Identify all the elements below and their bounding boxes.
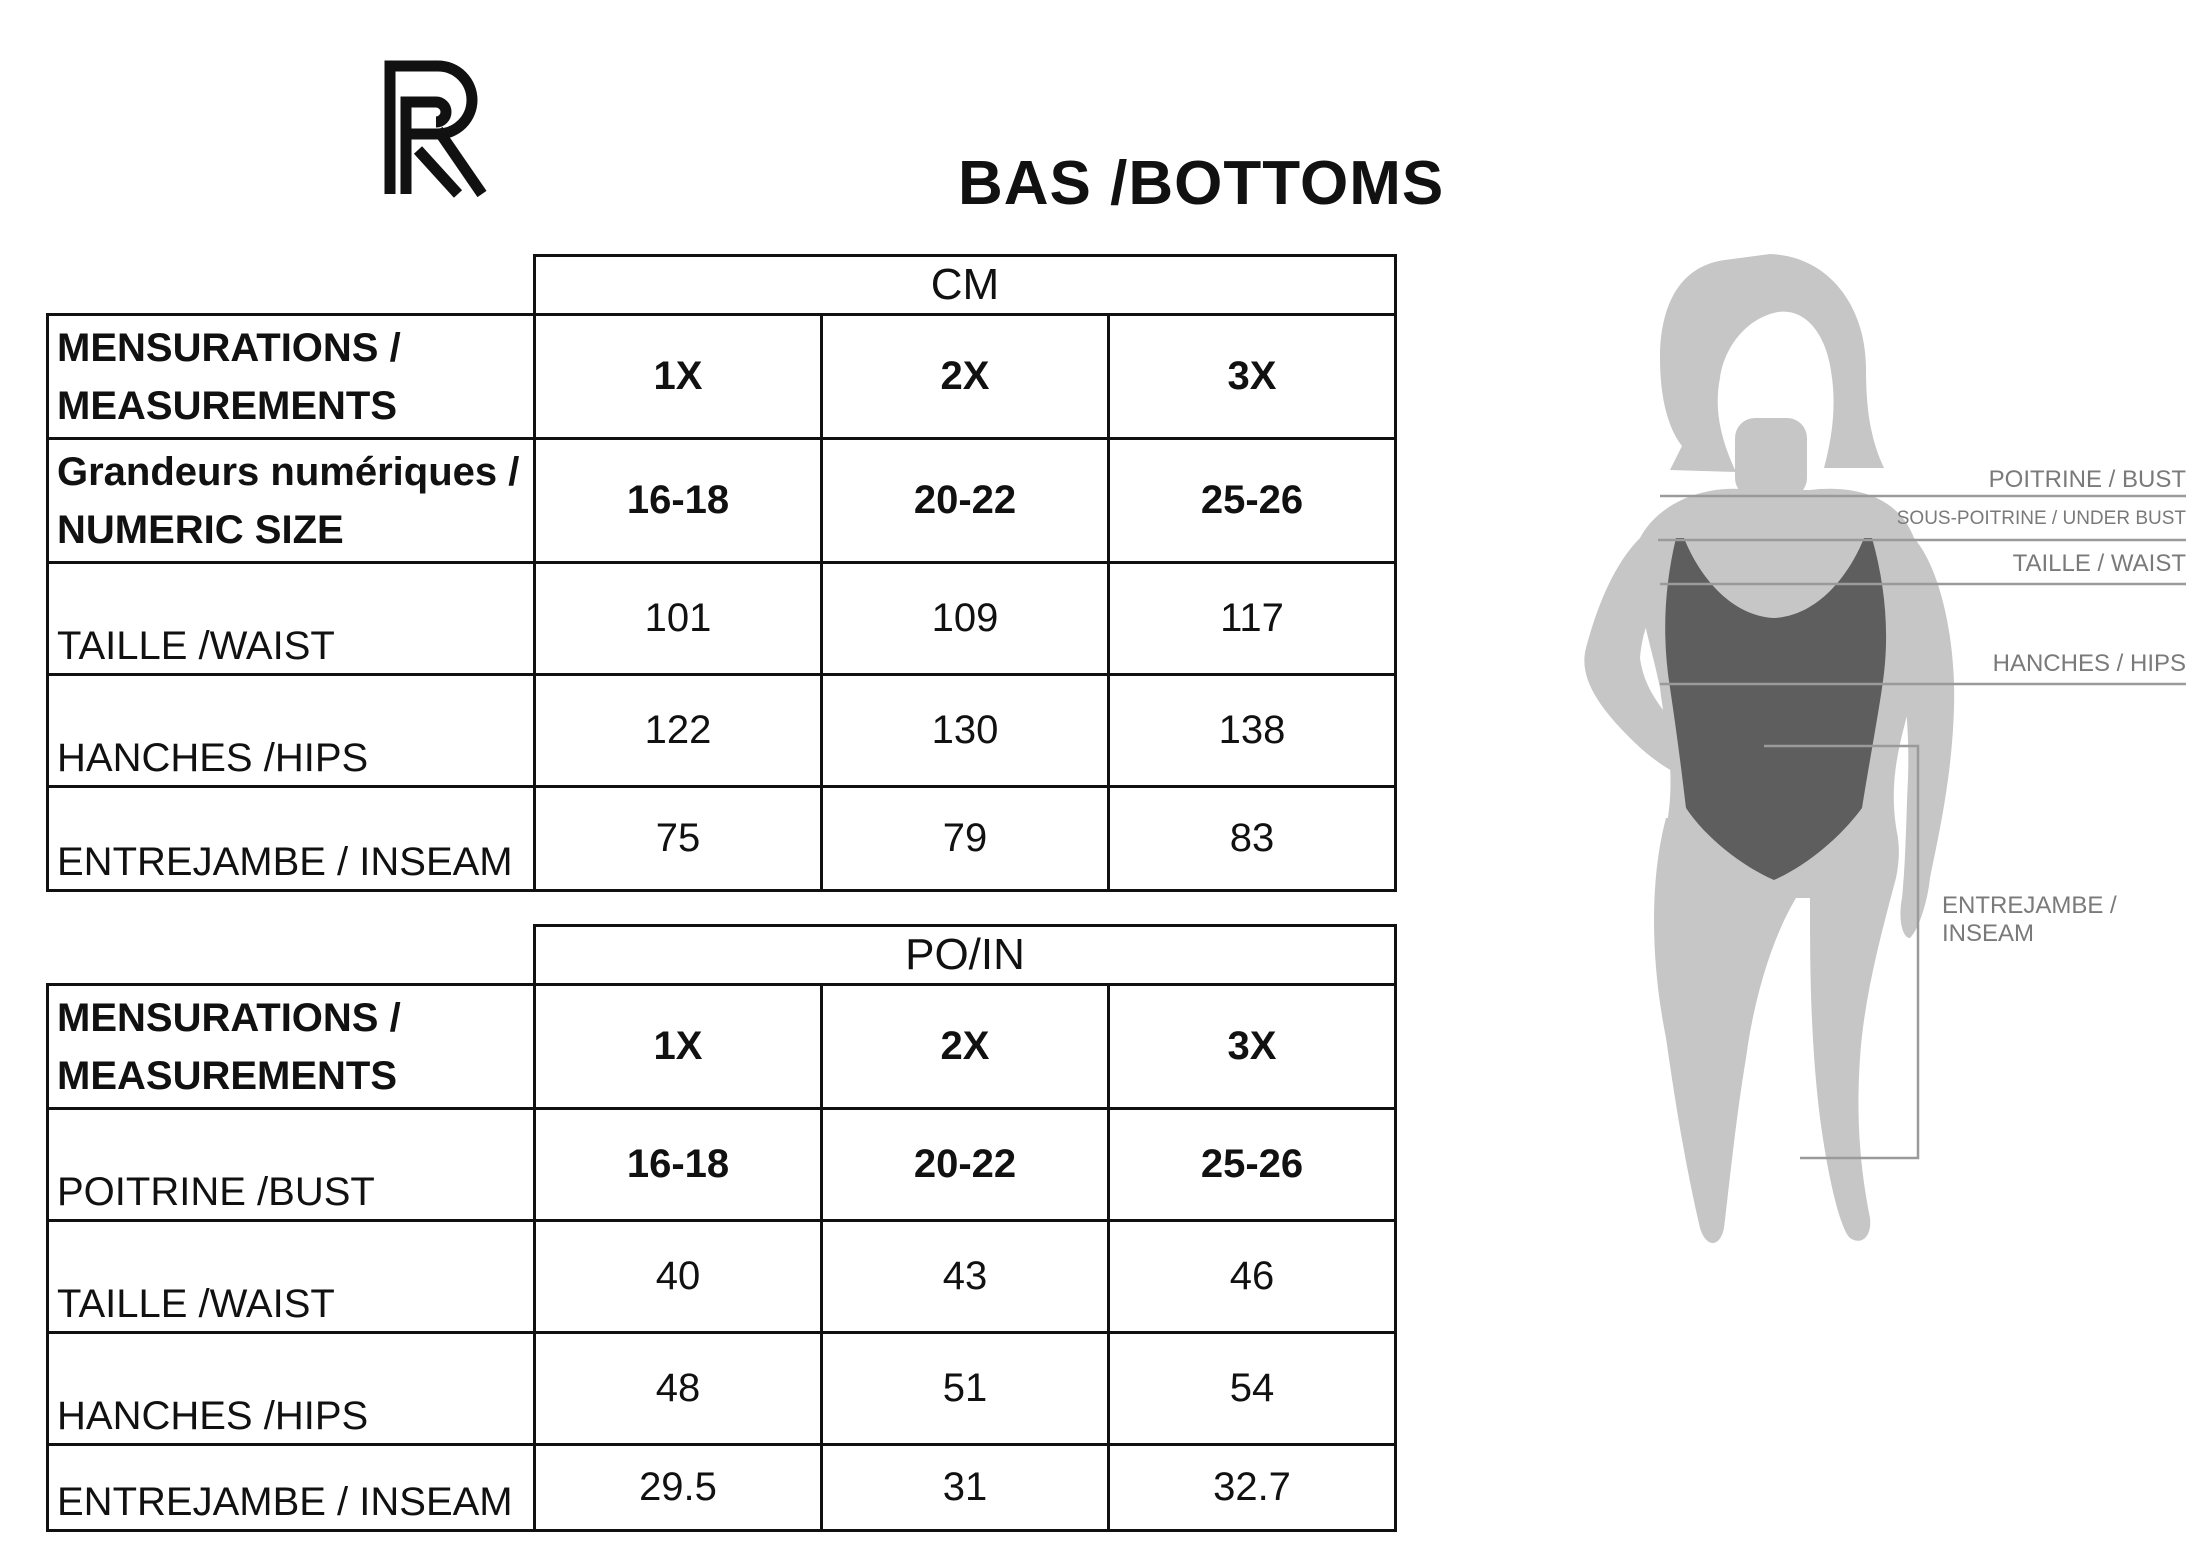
bust-figure-label: POITRINE / BUST [1988,466,2186,493]
table-cell: 75 [535,787,822,891]
table-row [48,1221,1396,1333]
measurements-label-fr: MENSURATIONS / [57,995,401,1040]
row-label: HANCHES /HIPS [48,675,535,787]
table-cell: 51 [822,1333,1109,1445]
table-cell: 130 [822,675,1109,787]
table-row [48,787,1396,891]
body-silhouette-icon [1510,238,2186,1258]
under-bust-figure-label: SOUS-POITRINE / UNDER BUST [1896,508,2186,529]
table-row [48,1333,1396,1445]
numeric-size-value: 25-26 [1109,439,1396,563]
row-label: ENTREJAMBE / INSEAM [48,1445,535,1531]
row-label: HANCHES /HIPS [48,1333,535,1445]
size-table-in [46,924,1397,1532]
numeric-size-label-en: NUMERIC SIZE [57,507,344,552]
row-label: ENTREJAMBE / INSEAM [48,787,535,891]
table-cell: 29.5 [535,1445,822,1531]
table-cell: 117 [1109,563,1396,675]
page-title: BAS /BOTTOMS [958,149,1445,218]
table-cell: 83 [1109,787,1396,891]
waist-figure-label: TAILLE / WAIST [2012,550,2186,577]
table-cell: 31 [822,1445,1109,1531]
numeric-size-label-fr: Grandeurs numériques / [57,449,520,494]
inseam-figure-label-en: INSEAM [1942,920,2035,947]
unit-header: CM [535,256,1396,315]
table-cell: 122 [535,675,822,787]
table-row [48,675,1396,787]
unit-header: PO/IN [535,926,1396,985]
hips-figure-label: HANCHES / HIPS [1992,650,2186,677]
inseam-figure-label [1942,892,2117,948]
size-header: 3X [1109,985,1396,1109]
table-row [48,563,1396,675]
body-measurement-figure [1510,238,2186,1258]
table-cell: 48 [535,1333,822,1445]
measurements-label-fr: MENSURATIONS / [57,325,401,370]
measurements-label-en: MEASUREMENTS [57,383,398,428]
numeric-size-value: 20-22 [822,1109,1109,1221]
table-cell: 138 [1109,675,1396,787]
numeric-size-value: 25-26 [1109,1109,1396,1221]
table-cell: 32.7 [1109,1445,1396,1531]
size-header: 1X [535,985,822,1109]
table-cell: 101 [535,563,822,675]
size-header: 1X [535,315,822,439]
measurements-label-en: MEASUREMENTS [57,1053,398,1098]
table-cell: 109 [822,563,1109,675]
numeric-size-value: 16-18 [535,1109,822,1221]
numeric-size-value: 16-18 [535,439,822,563]
table-cell: 79 [822,787,1109,891]
table-cell: 54 [1109,1333,1396,1445]
size-header: 2X [822,985,1109,1109]
table-cell: 46 [1109,1221,1396,1333]
numeric-size-label [48,439,535,563]
table-cell: 40 [535,1221,822,1333]
numeric-size-value: 20-22 [822,439,1109,563]
r-monogram-logo [382,58,490,198]
table-row [48,1445,1396,1531]
row-label: TAILLE /WAIST [48,1221,535,1333]
measurements-label [48,985,535,1109]
size-header: 3X [1109,315,1396,439]
row-label: TAILLE /WAIST [48,563,535,675]
inseam-figure-label-fr: ENTREJAMBE / [1942,892,2117,919]
size-header: 2X [822,315,1109,439]
bust-label: POITRINE /BUST [48,1109,535,1221]
size-table-cm [46,254,1397,892]
table-cell: 43 [822,1221,1109,1333]
measurements-label [48,315,535,439]
